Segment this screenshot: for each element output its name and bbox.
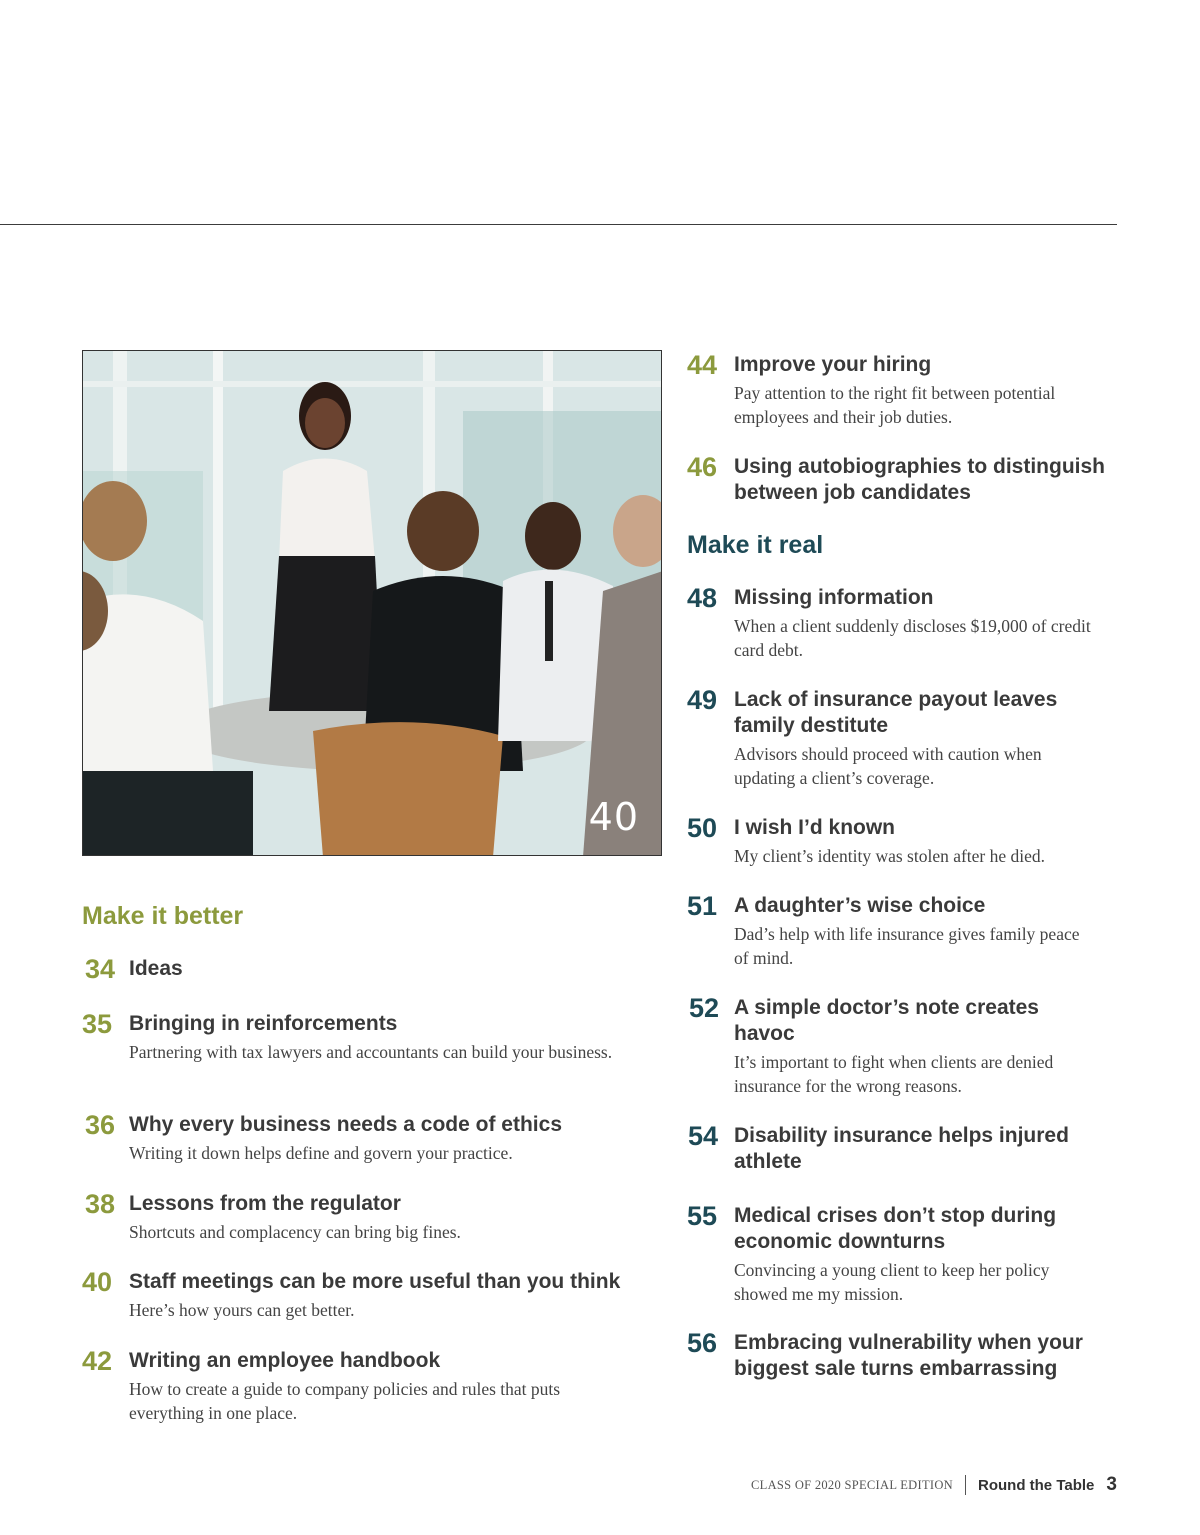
page-footer (751, 1474, 1117, 1496)
page-number: 50 (687, 813, 718, 843)
section-title-make-it-real: Make it real (687, 531, 824, 559)
toc-entry[interactable] (82, 956, 672, 982)
entry-description: Pay attention to the right fit between potential employees and their job duties. (734, 383, 1056, 427)
entry-title: Medical crises don’t stop during economic downturns (734, 1204, 1057, 1253)
entry-description: My client’s identity was stolen after he died. (734, 846, 1046, 866)
toc-entry[interactable] (82, 1112, 672, 1166)
toc-entry[interactable] (687, 1123, 1127, 1175)
entry-title: Why every business needs a code of ethics (129, 1113, 562, 1136)
entry-title: A simple doctor’s note creates havoc (734, 996, 1039, 1045)
toc-entry[interactable] (82, 1191, 672, 1245)
page-number: 54 (688, 1121, 719, 1151)
toc-entry[interactable] (687, 687, 1127, 790)
toc-entry[interactable] (687, 352, 1127, 429)
entry-description: Writing it down helps define and govern your practice. (129, 1143, 513, 1163)
entry-description: Partnering with tax lawyers and accountants can build your business. (129, 1042, 613, 1062)
toc-entry[interactable] (687, 815, 1127, 869)
footer-divider (965, 1475, 966, 1495)
entry-description: Advisors should proceed with caution when updating a client’s coverage. (734, 744, 1042, 788)
photo-page-number: 40 (588, 795, 639, 839)
page-number: 52 (689, 993, 720, 1023)
entry-description: Dad’s help with life insurance gives family peace of mind. (734, 924, 1080, 968)
edition-label: CLASS OF 2020 SPECIAL EDITION (751, 1477, 953, 1492)
entry-title: Writing an employee handbook (129, 1349, 441, 1372)
entry-description: How to create a guide to company policies and rules that puts everything in one place. (129, 1379, 561, 1423)
toc-entry[interactable] (687, 893, 1127, 970)
header-rule (0, 224, 1117, 225)
entry-title: Lack of insurance payout leaves family destitute (734, 688, 1058, 737)
entry-title: I wish I’d known (734, 816, 896, 839)
page-number: 42 (82, 1346, 113, 1376)
meeting-photo (82, 350, 662, 856)
page-number: 55 (687, 1201, 718, 1231)
entry-title: Bringing in reinforcements (129, 1012, 398, 1035)
entry-title: Embracing vulnerability when your biggest sale turns embarrassing (734, 1331, 1083, 1380)
meeting-illustration (83, 351, 662, 856)
page-number: 34 (85, 954, 116, 984)
toc-entry[interactable] (82, 1348, 672, 1425)
page-number: 40 (82, 1267, 113, 1297)
page-number: 48 (687, 583, 718, 613)
page-number: 46 (687, 452, 718, 482)
page-number: 38 (85, 1189, 116, 1219)
entry-title: Staff meetings can be more useful than you think (129, 1270, 621, 1293)
toc-entry[interactable] (82, 1011, 672, 1065)
entry-description: Convincing a young client to keep her policy showed me my mission. (734, 1260, 1050, 1304)
page-number: 51 (687, 891, 718, 921)
entry-title: Improve your hiring (734, 353, 932, 376)
toc-entry[interactable] (82, 1269, 672, 1323)
entry-title: Using autobiographies to distinguish between job candidates (734, 455, 1105, 504)
page-number: 44 (687, 350, 718, 380)
entry-description: Shortcuts and complacency can bring big fines. (129, 1222, 461, 1242)
page-number: 56 (687, 1328, 718, 1358)
toc-entry[interactable] (687, 1203, 1127, 1306)
toc-entry[interactable] (687, 585, 1127, 662)
entry-title: Lessons from the regulator (129, 1192, 401, 1215)
entry-title: Ideas (129, 957, 183, 980)
entry-description: Here’s how yours can get better. (129, 1300, 355, 1320)
entry-description: It’s important to fight when clients are denied insurance for the wrong reasons. (734, 1052, 1054, 1096)
section-title-make-it-better: Make it better (82, 902, 244, 930)
toc-entry[interactable] (687, 1330, 1127, 1382)
entry-title: Missing information (734, 586, 934, 609)
footer-page-number: 3 (1106, 1474, 1117, 1495)
toc-entry[interactable] (687, 995, 1127, 1098)
page-number: 35 (82, 1009, 113, 1039)
entry-title: A daughter’s wise choice (734, 894, 986, 917)
entry-title: Disability insurance helps injured athlete (734, 1124, 1069, 1173)
entry-description: When a client suddenly discloses $19,000 of credit card debt. (734, 616, 1091, 660)
toc-entry[interactable] (687, 454, 1127, 506)
page-number: 36 (85, 1110, 116, 1140)
page-number: 49 (687, 685, 718, 715)
magazine-name: Round the Table (978, 1476, 1095, 1494)
